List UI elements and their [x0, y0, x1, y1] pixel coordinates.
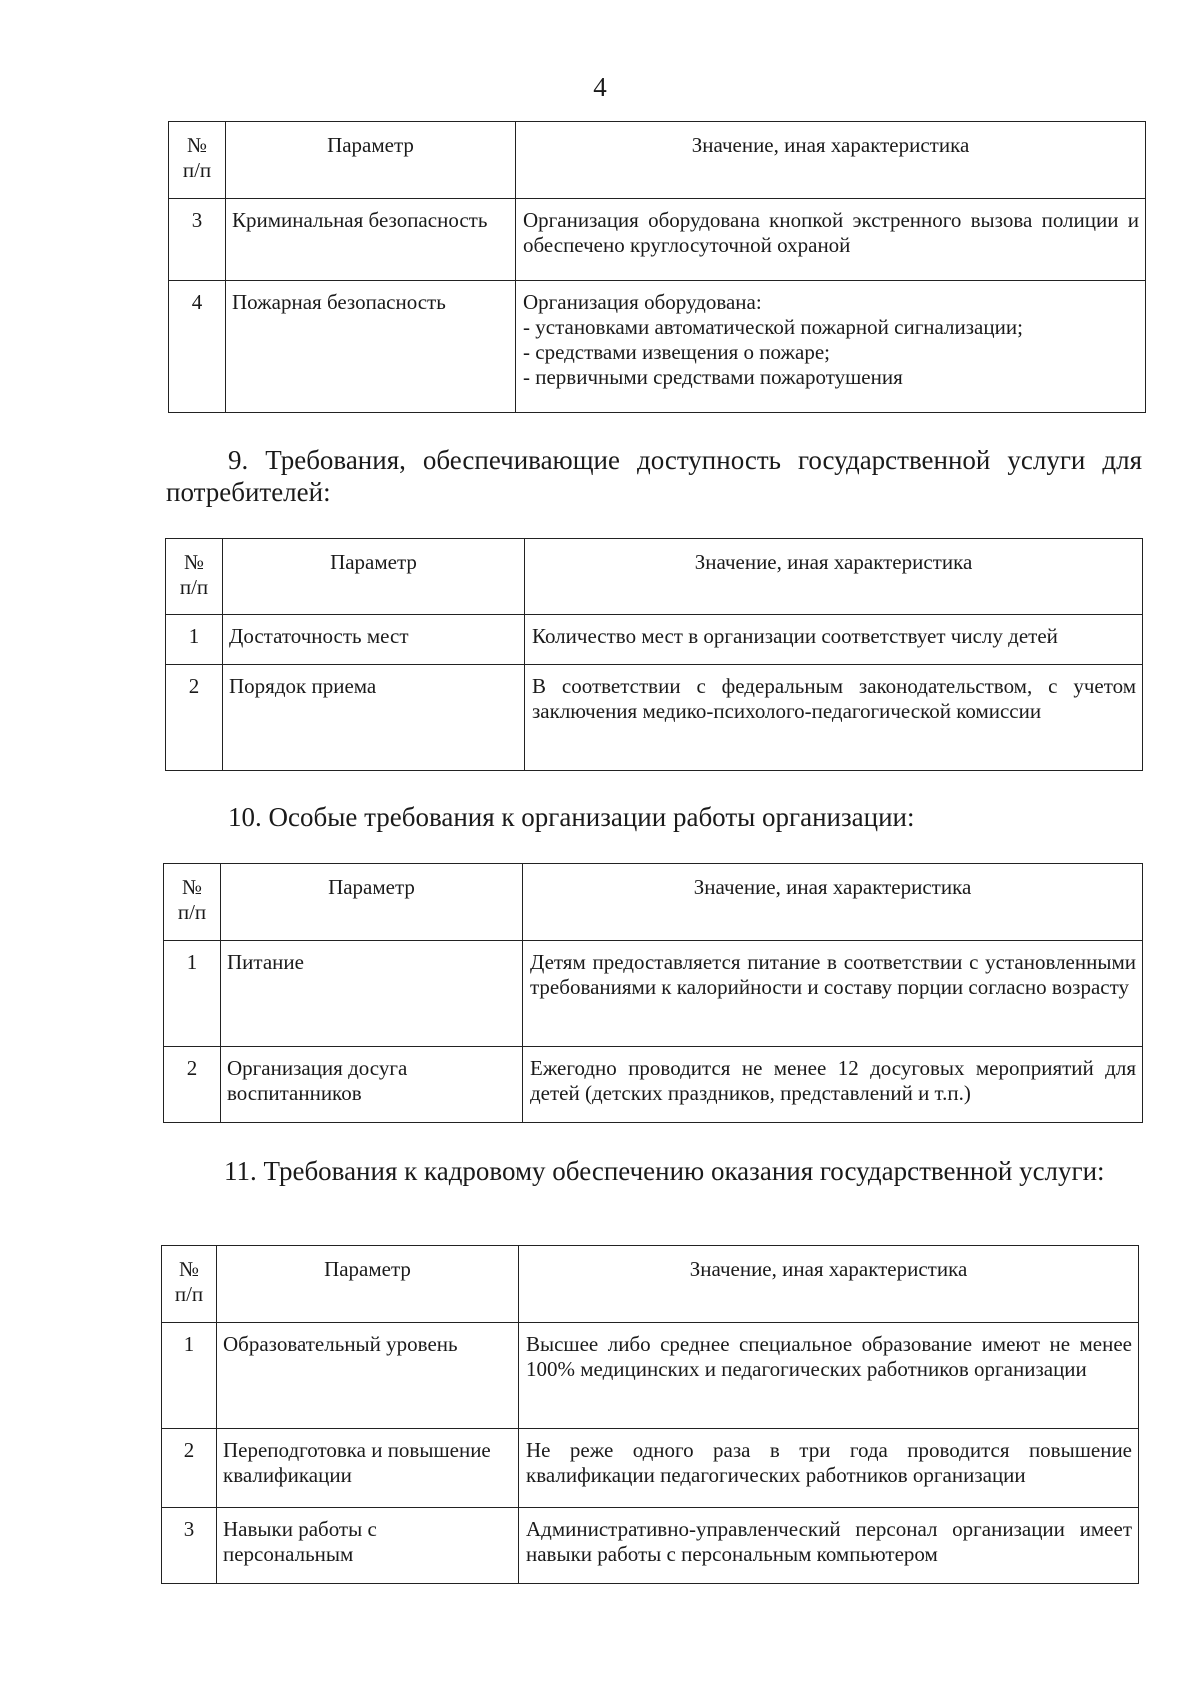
header-num: № п/п [164, 864, 221, 941]
table-security [168, 121, 1146, 413]
table-header-row [169, 122, 1146, 199]
header-param: Параметр [217, 1246, 519, 1323]
header-param: Параметр [221, 864, 523, 941]
table-row [169, 199, 1146, 281]
section-10-heading: 10. Особые требования к организации работы организации: [228, 802, 915, 832]
row-num: 4 [169, 281, 226, 413]
row-num: 3 [169, 199, 226, 281]
row-param: Переподготовка и повышение квалификации [217, 1429, 519, 1508]
header-value: Значение, иная характеристика [516, 122, 1146, 199]
row-value: Высшее либо среднее специальное образование имеют не менее 100% медицинских и педагогических работников организации [519, 1323, 1139, 1429]
header-param: Параметр [226, 122, 516, 199]
row-num: 3 [162, 1508, 217, 1584]
row-value: Организация оборудована кнопкой экстренного вызова полиции и обеспечено круглосуточной охраной [516, 199, 1146, 281]
header-param: Параметр [223, 539, 525, 615]
table-row [162, 1429, 1139, 1508]
row-num: 2 [164, 1047, 221, 1123]
header-value: Значение, иная характеристика [519, 1246, 1139, 1323]
page-number: 4 [593, 72, 607, 102]
row-value: Не реже одного раза в три года проводится повышение квалификации педагогических работников организации [519, 1429, 1139, 1508]
row-param: Навыки работы с персональным [217, 1508, 519, 1584]
table-row [166, 615, 1143, 665]
row-num: 1 [166, 615, 223, 665]
table-row [162, 1508, 1139, 1584]
row-param: Достаточность мест [223, 615, 525, 665]
row-param: Образовательный уровень [217, 1323, 519, 1429]
row-num: 1 [164, 941, 221, 1047]
header-value: Значение, иная характеристика [525, 539, 1143, 615]
table-row [164, 941, 1143, 1047]
table-header-row [166, 539, 1143, 615]
table-accessibility [165, 538, 1143, 771]
row-param: Организация досуга воспитанников [221, 1047, 523, 1123]
table-header-row [164, 864, 1143, 941]
table-row [169, 281, 1146, 413]
table-header-row [162, 1246, 1139, 1323]
table-row [166, 665, 1143, 771]
row-param: Порядок приема [223, 665, 525, 771]
section-9-heading: 9. Требования, обеспечивающие доступность государственной услуги для потребителей: [166, 445, 1142, 507]
row-value: В соответствии с федеральным законодательством, с учетом заключения медико-психолого-педагогической комиссии [525, 665, 1143, 771]
table-special-requirements [163, 863, 1143, 1123]
row-value: Административно-управленческий персонал организации имеет навыки работы с персональным компьютером [519, 1508, 1139, 1584]
table-row [162, 1323, 1139, 1429]
header-value: Значение, иная характеристика [523, 864, 1143, 941]
row-value: Организация оборудована: - установками автоматической пожарной сигнализации; - средствами извещения о пожаре; - первичными средствами пожаротушения [516, 281, 1146, 413]
header-num: № п/п [169, 122, 226, 199]
row-value: Количество мест в организации соответствует числу детей [525, 615, 1143, 665]
row-num: 2 [166, 665, 223, 771]
header-num: № п/п [162, 1246, 217, 1323]
section-11-heading: 11. Требования к кадровому обеспечению оказания государственной услуги: [224, 1156, 1105, 1186]
row-num: 2 [162, 1429, 217, 1508]
row-param: Пожарная безопасность [226, 281, 516, 413]
header-num: № п/п [166, 539, 223, 615]
row-param: Криминальная безопасность [226, 199, 516, 281]
row-param: Питание [221, 941, 523, 1047]
row-num: 1 [162, 1323, 217, 1429]
row-value: Ежегодно проводится не менее 12 досуговых мероприятий для детей (детских праздников, представлений и т.п.) [523, 1047, 1143, 1123]
row-value: Детям предоставляется питание в соответствии с установленными требованиями к калорийности и составу порции согласно возрасту [523, 941, 1143, 1047]
table-row [164, 1047, 1143, 1123]
table-staffing [161, 1245, 1139, 1584]
